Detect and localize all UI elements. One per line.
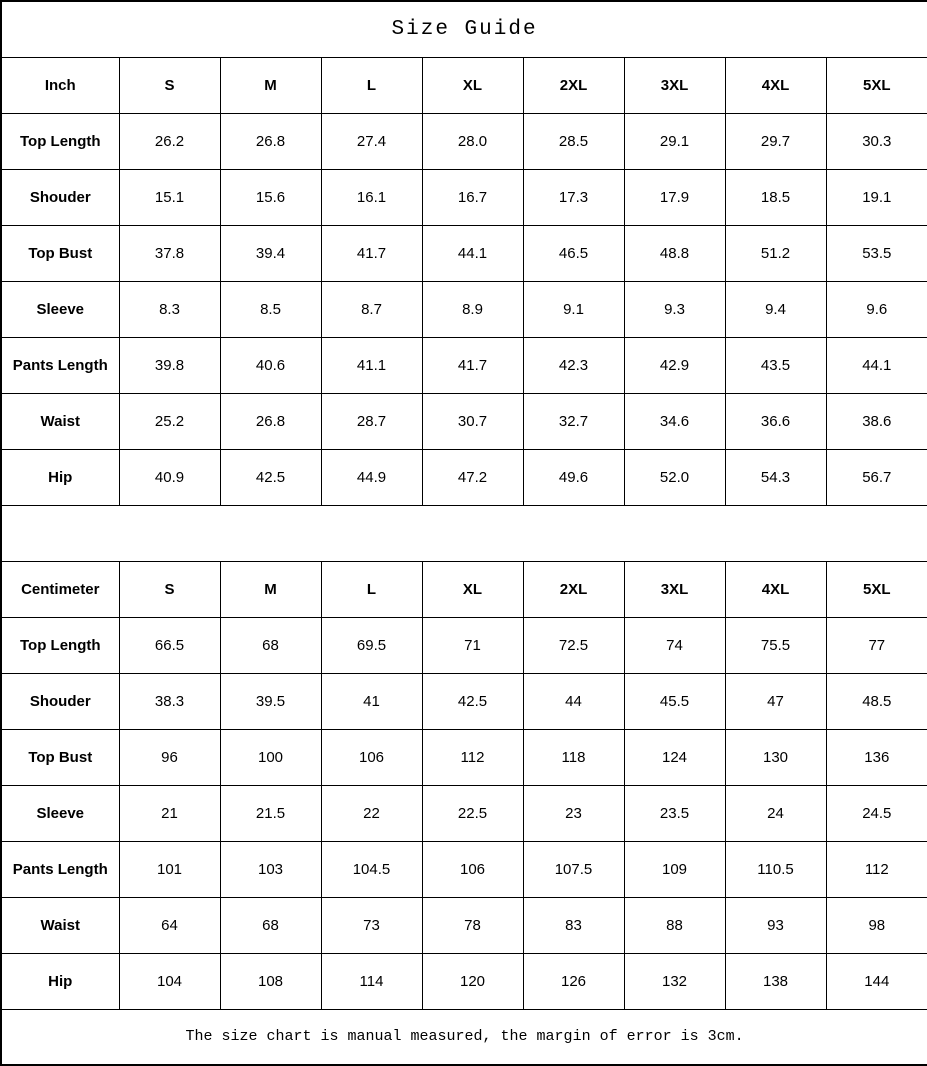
measurement-label-cell: Shouder (1, 169, 119, 225)
footer-note: The size chart is manual measured, the margin of error is 3cm. (1, 1009, 927, 1065)
measurement-value-cell: 48.5 (826, 673, 927, 729)
measurement-value-cell: 46.5 (523, 225, 624, 281)
measurement-value-cell: 83 (523, 897, 624, 953)
measurement-value-cell: 52.0 (624, 449, 725, 505)
measurement-label-cell: Waist (1, 393, 119, 449)
size-header-row (1, 57, 927, 113)
size-label-cell: 5XL (826, 561, 927, 617)
measurement-value-cell: 42.5 (422, 673, 523, 729)
measurement-value-cell: 30.3 (826, 113, 927, 169)
measurement-value-cell: 75.5 (725, 617, 826, 673)
measurement-value-cell: 138 (725, 953, 826, 1009)
measurement-value-cell: 72.5 (523, 617, 624, 673)
measurement-value-cell: 42.9 (624, 337, 725, 393)
measurement-value-cell: 15.6 (220, 169, 321, 225)
measurement-value-cell: 101 (119, 841, 220, 897)
measurement-value-cell: 42.5 (220, 449, 321, 505)
measurement-value-cell: 9.1 (523, 281, 624, 337)
measurement-value-cell: 47.2 (422, 449, 523, 505)
measurement-value-cell: 18.5 (725, 169, 826, 225)
measurement-value-cell: 22 (321, 785, 422, 841)
size-label-cell: L (321, 561, 422, 617)
measurement-value-cell: 40.6 (220, 337, 321, 393)
measurement-value-cell: 21 (119, 785, 220, 841)
measurement-row (1, 729, 927, 785)
measurement-label-cell: Top Bust (1, 729, 119, 785)
footer-row (1, 1009, 927, 1065)
measurement-row (1, 449, 927, 505)
size-label-cell: L (321, 57, 422, 113)
size-label-cell: 3XL (624, 561, 725, 617)
measurement-value-cell: 19.1 (826, 169, 927, 225)
measurement-value-cell: 29.1 (624, 113, 725, 169)
measurement-value-cell: 71 (422, 617, 523, 673)
measurement-label-cell: Top Length (1, 617, 119, 673)
size-label-cell: 4XL (725, 57, 826, 113)
measurement-label-cell: Waist (1, 897, 119, 953)
measurement-value-cell: 40.9 (119, 449, 220, 505)
page-title: Size Guide (1, 1, 927, 57)
measurement-value-cell: 144 (826, 953, 927, 1009)
measurement-value-cell: 66.5 (119, 617, 220, 673)
measurement-value-cell: 25.2 (119, 393, 220, 449)
measurement-value-cell: 48.8 (624, 225, 725, 281)
measurement-value-cell: 103 (220, 841, 321, 897)
measurement-label-cell: Sleeve (1, 281, 119, 337)
size-label-cell: XL (422, 561, 523, 617)
measurement-row (1, 673, 927, 729)
measurement-value-cell: 39.4 (220, 225, 321, 281)
measurement-value-cell: 9.4 (725, 281, 826, 337)
measurement-value-cell: 88 (624, 897, 725, 953)
measurement-value-cell: 15.1 (119, 169, 220, 225)
measurement-value-cell: 9.3 (624, 281, 725, 337)
measurement-value-cell: 120 (422, 953, 523, 1009)
measurement-value-cell: 104.5 (321, 841, 422, 897)
centimeter-section (1, 561, 927, 1009)
measurement-value-cell: 24.5 (826, 785, 927, 841)
measurement-value-cell: 8.7 (321, 281, 422, 337)
measurement-value-cell: 45.5 (624, 673, 725, 729)
measurement-value-cell: 77 (826, 617, 927, 673)
measurement-row (1, 169, 927, 225)
size-label-cell: M (220, 561, 321, 617)
measurement-value-cell: 9.6 (826, 281, 927, 337)
unit-label-cell: Inch (1, 57, 119, 113)
measurement-label-cell: Hip (1, 449, 119, 505)
measurement-value-cell: 96 (119, 729, 220, 785)
measurement-value-cell: 8.3 (119, 281, 220, 337)
size-label-cell: 5XL (826, 57, 927, 113)
measurement-label-cell: Hip (1, 953, 119, 1009)
measurement-value-cell: 68 (220, 897, 321, 953)
measurement-value-cell: 64 (119, 897, 220, 953)
measurement-value-cell: 110.5 (725, 841, 826, 897)
measurement-value-cell: 38.6 (826, 393, 927, 449)
measurement-value-cell: 132 (624, 953, 725, 1009)
measurement-row (1, 953, 927, 1009)
measurement-row (1, 225, 927, 281)
measurement-value-cell: 56.7 (826, 449, 927, 505)
measurement-value-cell: 51.2 (725, 225, 826, 281)
measurement-value-cell: 44.1 (826, 337, 927, 393)
measurement-value-cell: 8.9 (422, 281, 523, 337)
measurement-value-cell: 16.7 (422, 169, 523, 225)
measurement-value-cell: 68 (220, 617, 321, 673)
measurement-value-cell: 24 (725, 785, 826, 841)
measurement-value-cell: 124 (624, 729, 725, 785)
unit-label-cell: Centimeter (1, 561, 119, 617)
measurement-row (1, 785, 927, 841)
measurement-value-cell: 100 (220, 729, 321, 785)
measurement-value-cell: 26.8 (220, 113, 321, 169)
measurement-value-cell: 41 (321, 673, 422, 729)
measurement-value-cell: 27.4 (321, 113, 422, 169)
measurement-value-cell: 34.6 (624, 393, 725, 449)
measurement-row (1, 393, 927, 449)
measurement-value-cell: 98 (826, 897, 927, 953)
measurement-value-cell: 104 (119, 953, 220, 1009)
measurement-value-cell: 26.8 (220, 393, 321, 449)
measurement-value-cell: 112 (826, 841, 927, 897)
size-label-cell: 2XL (523, 561, 624, 617)
measurement-label-cell: Pants Length (1, 337, 119, 393)
measurement-value-cell: 112 (422, 729, 523, 785)
measurement-value-cell: 23 (523, 785, 624, 841)
measurement-value-cell: 41.7 (321, 225, 422, 281)
measurement-value-cell: 107.5 (523, 841, 624, 897)
size-label-cell: 3XL (624, 57, 725, 113)
section-gap-row (1, 505, 927, 561)
measurement-label-cell: Top Bust (1, 225, 119, 281)
measurement-value-cell: 8.5 (220, 281, 321, 337)
measurement-value-cell: 32.7 (523, 393, 624, 449)
measurement-row (1, 841, 927, 897)
measurement-value-cell: 44.1 (422, 225, 523, 281)
measurement-value-cell: 44 (523, 673, 624, 729)
measurement-value-cell: 41.7 (422, 337, 523, 393)
measurement-value-cell: 74 (624, 617, 725, 673)
measurement-label-cell: Pants Length (1, 841, 119, 897)
measurement-value-cell: 44.9 (321, 449, 422, 505)
size-label-cell: S (119, 561, 220, 617)
size-label-cell: 4XL (725, 561, 826, 617)
measurement-value-cell: 53.5 (826, 225, 927, 281)
measurement-row (1, 897, 927, 953)
measurement-row (1, 617, 927, 673)
measurement-value-cell: 54.3 (725, 449, 826, 505)
measurement-value-cell: 93 (725, 897, 826, 953)
size-label-cell: XL (422, 57, 523, 113)
measurement-value-cell: 47 (725, 673, 826, 729)
measurement-value-cell: 36.6 (725, 393, 826, 449)
measurement-value-cell: 37.8 (119, 225, 220, 281)
measurement-value-cell: 17.9 (624, 169, 725, 225)
measurement-row (1, 113, 927, 169)
measurement-value-cell: 126 (523, 953, 624, 1009)
measurement-value-cell: 118 (523, 729, 624, 785)
measurement-value-cell: 109 (624, 841, 725, 897)
size-label-cell: M (220, 57, 321, 113)
measurement-value-cell: 108 (220, 953, 321, 1009)
measurement-value-cell: 42.3 (523, 337, 624, 393)
measurement-value-cell: 39.5 (220, 673, 321, 729)
measurement-row (1, 281, 927, 337)
measurement-value-cell: 69.5 (321, 617, 422, 673)
measurement-label-cell: Top Length (1, 113, 119, 169)
measurement-value-cell: 73 (321, 897, 422, 953)
measurement-value-cell: 136 (826, 729, 927, 785)
measurement-value-cell: 39.8 (119, 337, 220, 393)
measurement-value-cell: 41.1 (321, 337, 422, 393)
measurement-value-cell: 78 (422, 897, 523, 953)
measurement-value-cell: 43.5 (725, 337, 826, 393)
measurement-value-cell: 49.6 (523, 449, 624, 505)
measurement-row (1, 337, 927, 393)
section-gap-cell (1, 505, 927, 561)
measurement-value-cell: 16.1 (321, 169, 422, 225)
measurement-value-cell: 130 (725, 729, 826, 785)
size-label-cell: S (119, 57, 220, 113)
size-header-row (1, 561, 927, 617)
measurement-value-cell: 114 (321, 953, 422, 1009)
measurement-value-cell: 17.3 (523, 169, 624, 225)
title-row (1, 1, 927, 57)
measurement-value-cell: 22.5 (422, 785, 523, 841)
measurement-value-cell: 29.7 (725, 113, 826, 169)
measurement-value-cell: 38.3 (119, 673, 220, 729)
measurement-label-cell: Shouder (1, 673, 119, 729)
measurement-value-cell: 23.5 (624, 785, 725, 841)
inch-section (1, 57, 927, 505)
measurement-value-cell: 106 (321, 729, 422, 785)
measurement-value-cell: 28.5 (523, 113, 624, 169)
measurement-value-cell: 106 (422, 841, 523, 897)
measurement-label-cell: Sleeve (1, 785, 119, 841)
measurement-value-cell: 28.7 (321, 393, 422, 449)
measurement-value-cell: 21.5 (220, 785, 321, 841)
measurement-value-cell: 26.2 (119, 113, 220, 169)
measurement-value-cell: 30.7 (422, 393, 523, 449)
measurement-value-cell: 28.0 (422, 113, 523, 169)
size-label-cell: 2XL (523, 57, 624, 113)
